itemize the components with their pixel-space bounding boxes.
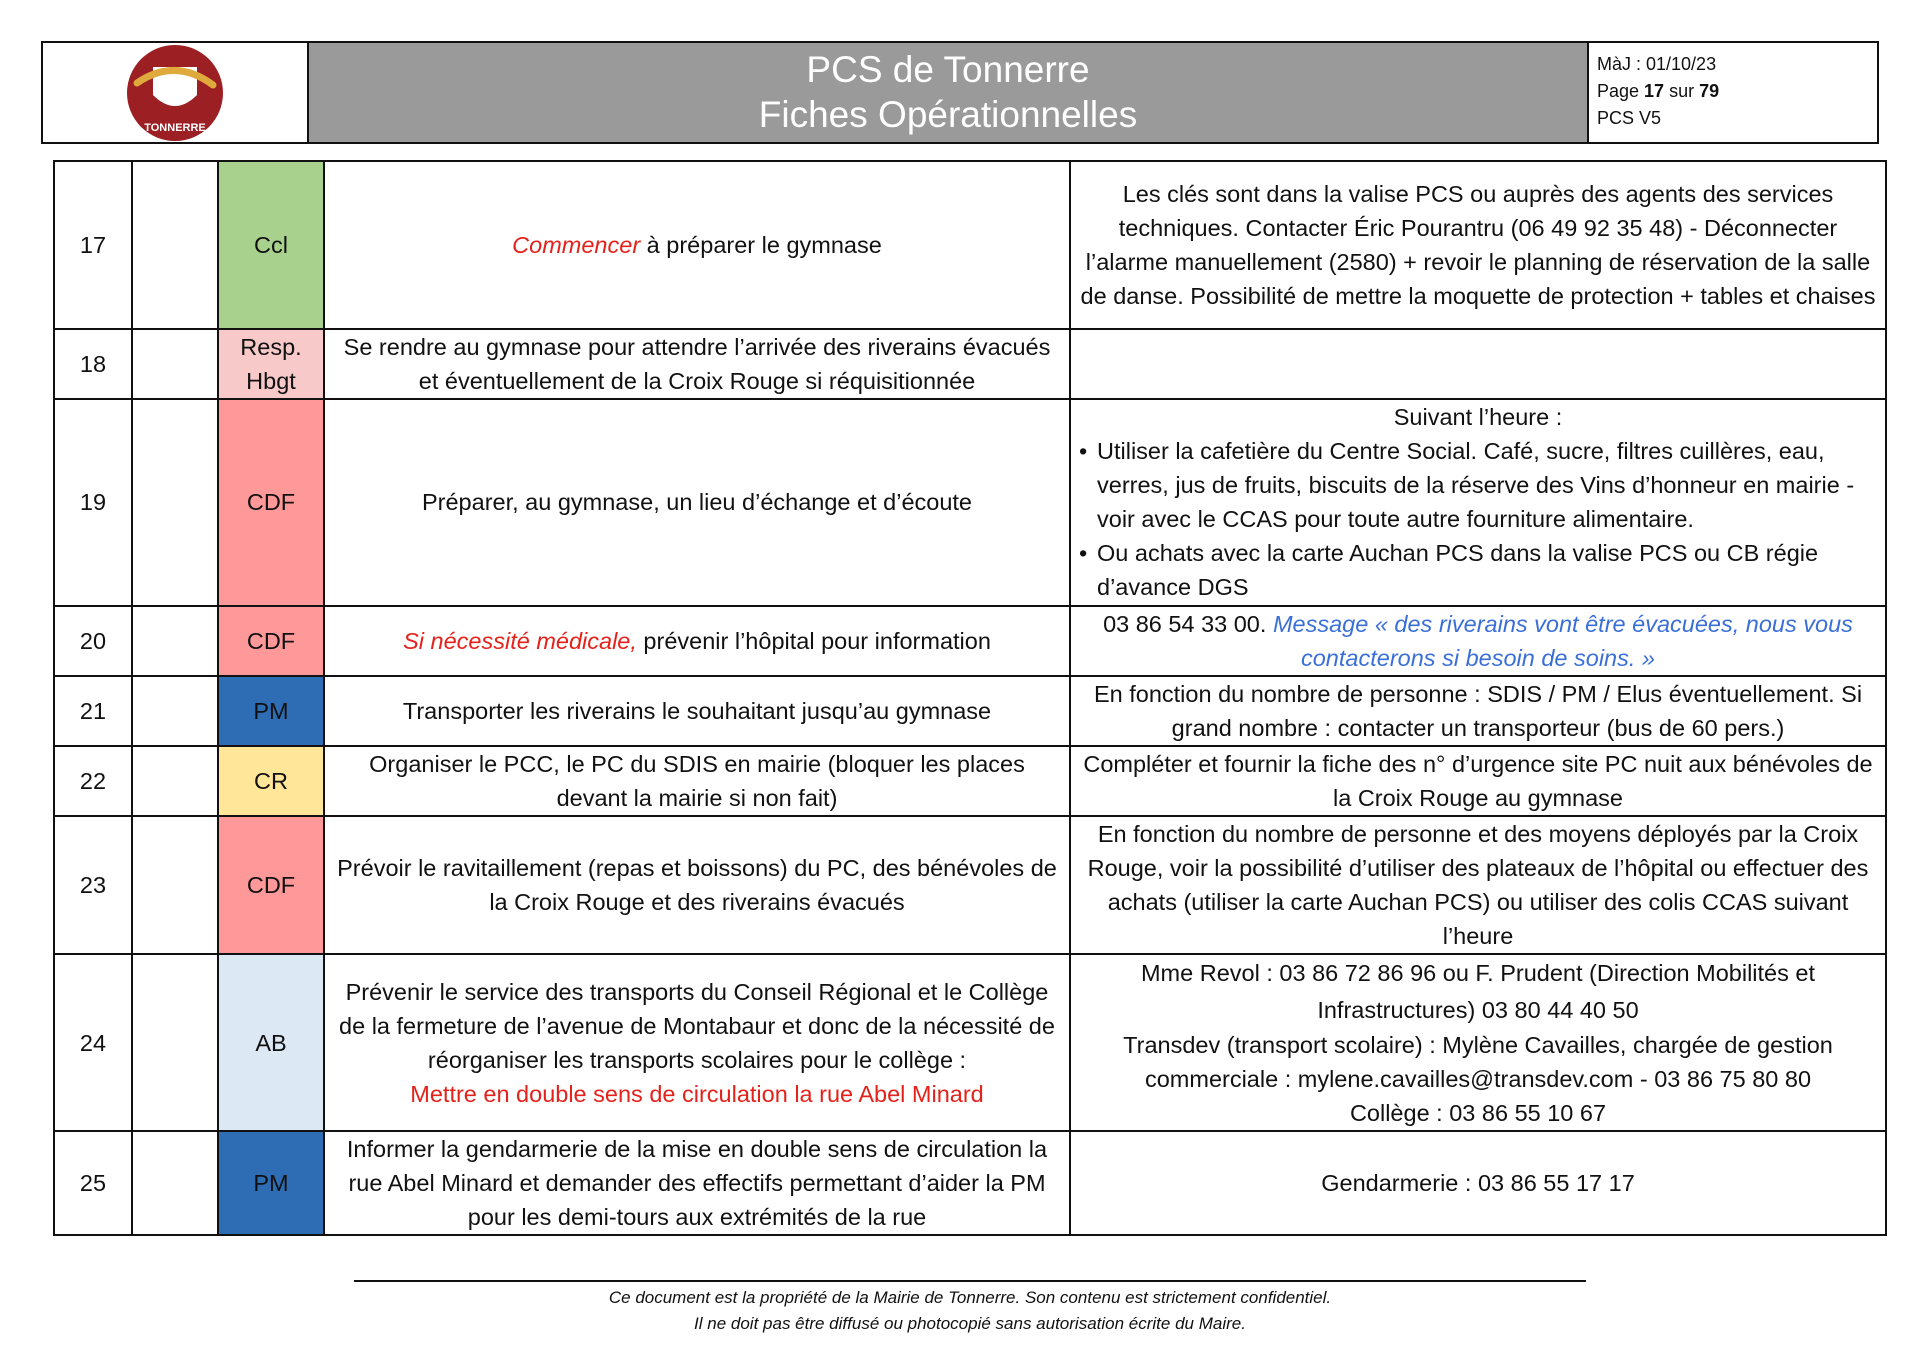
- table-row: [54, 816, 1886, 954]
- table-row: [54, 954, 1886, 1131]
- step-number: 22: [54, 746, 132, 816]
- action-cell: Préparer, au gymnase, un lieu d’échange et d’écoute: [324, 399, 1070, 605]
- list-item: • Ou achats avec la carte Auchan PCS dans la valise PCS ou CB régie d’avance DGS: [1079, 540, 1819, 601]
- details-cell: Les clés sont dans la valise PCS ou auprès des agents des services techniques. Contacter Éric Pourantru (06 49 92 35 48) - Déconnecter l’alarme manuellement (2580) + revoir le planning de réservation de la salle de danse. Possibilité de mettre la moquette de protection + tables et chaises: [1070, 161, 1886, 329]
- table-row: [54, 606, 1886, 676]
- contact-line: Transdev (transport scolaire) : Mylène Cavailles, chargée de gestion commerciale : mylene.cavailles@transdev.com - 03 86 75 80 80: [1123, 1031, 1833, 1093]
- details-cell: [1070, 399, 1886, 605]
- check-cell: [132, 676, 218, 746]
- step-number: 23: [54, 816, 132, 954]
- action-cell: Organiser le PCC, le PC du SDIS en mairie (bloquer les places devant la mairie si non fait): [324, 746, 1070, 816]
- action-cell: Transporter les riverains le souhaitant jusqu’au gymnase: [324, 676, 1070, 746]
- check-cell: [132, 399, 218, 605]
- logo-text: TONNERRE: [144, 121, 206, 134]
- role-cell: PM: [218, 1131, 324, 1235]
- footer-notice: [354, 1285, 1586, 1338]
- table-row: [54, 399, 1886, 605]
- check-cell: [132, 1131, 218, 1235]
- header-title: [309, 43, 1587, 142]
- check-cell: [132, 746, 218, 816]
- step-number: 24: [54, 954, 132, 1131]
- action-cell: Se rendre au gymnase pour attendre l’arrivée des riverains évacués et éventuellement de la Croix Rouge si réquisitionnée: [324, 329, 1070, 399]
- details-cell: Compléter et fournir la fiche des n° d’urgence site PC nuit aux bénévoles de la Croix Rouge au gymnase: [1070, 746, 1886, 816]
- table-row: [54, 746, 1886, 816]
- contact-line: Mme Revol : 03 86 72 86 96 ou F. Prudent (Direction Mobilités et Infrastructures) 03 80 44 40 50: [1140, 960, 1815, 1023]
- footer-divider: [354, 1280, 1586, 1282]
- details-cell: En fonction du nombre de personne et des moyens déployés par la Croix Rouge, voir la possibilité d’utiliser des plateaux de l’hôpital ou effectuer des achats (utiliser la carte Auchan PCS) ou utiliser des colis CCAS suivant l’heure: [1070, 816, 1886, 954]
- role-cell: CDF: [218, 816, 324, 954]
- table-row: [54, 676, 1886, 746]
- footer-line-2: Il ne doit pas être diffusé ou photocopié sans autorisation écrite du Maire.: [694, 1314, 1246, 1334]
- table-row: [54, 1131, 1886, 1235]
- action-cell: Prévoir le ravitaillement (repas et boissons) du PC, des bénévoles de la Croix Rouge et des riverains évacués: [324, 816, 1070, 954]
- role-cell: CDF: [218, 606, 324, 676]
- action-highlight: Mettre en double sens de circulation la rue Abel Minard: [410, 1080, 984, 1107]
- role-cell: Resp. Hbgt: [218, 329, 324, 399]
- action-cell: Informer la gendarmerie de la mise en double sens de circulation la rue Abel Minard et demander des effectifs permettant d’aider la PM pour les demi-tours aux extrémités de la rue: [324, 1131, 1070, 1235]
- logo-cell: [43, 43, 309, 142]
- page-number: Page 17 sur 79: [1597, 81, 1720, 101]
- action-cell: Commencer à préparer le gymnase: [324, 161, 1070, 329]
- details-cell: [1070, 329, 1886, 399]
- table-row: [54, 329, 1886, 399]
- title-line-2: Fiches Opérationnelles: [758, 93, 1138, 135]
- step-number: 19: [54, 399, 132, 605]
- role-cell: CR: [218, 746, 324, 816]
- details-cell: En fonction du nombre de personne : SDIS / PM / Elus éventuellement. Si grand nombre : contacter un transporteur (bus de 60 pers.): [1070, 676, 1886, 746]
- header-meta: [1587, 43, 1877, 142]
- details-intro: Suivant l’heure :: [1393, 404, 1563, 431]
- title-line-1: PCS de Tonnerre: [806, 49, 1090, 91]
- footer-line-1: Ce document est la propriété de la Mairie de Tonnerre. Son contenu est strictement confidentiel.: [608, 1288, 1332, 1307]
- check-cell: [132, 954, 218, 1131]
- table-row: [54, 161, 1886, 329]
- step-number: 25: [54, 1131, 132, 1235]
- step-number: 17: [54, 161, 132, 329]
- operations-table: [53, 160, 1887, 1236]
- details-cell: Gendarmerie : 03 86 55 17 17: [1070, 1131, 1886, 1235]
- step-number: 20: [54, 606, 132, 676]
- step-number: 18: [54, 329, 132, 399]
- check-cell: [132, 816, 218, 954]
- action-cell: Prévenir le service des transports du Conseil Régional et le Collège de la fermeture de l’avenue de Montabaur et donc de la nécessité de réorganiser les transports scolaires pour le collège : Mettre en double sens de circulation la rue Abel Minard: [324, 954, 1070, 1131]
- role-cell: Ccl: [218, 161, 324, 329]
- role-cell: CDF: [218, 399, 324, 605]
- check-cell: [132, 161, 218, 329]
- details-cell: [1070, 954, 1886, 1131]
- role-cell: AB: [218, 954, 324, 1131]
- tonnerre-logo: [123, 43, 227, 143]
- step-number: 21: [54, 676, 132, 746]
- check-cell: [132, 606, 218, 676]
- version: PCS V5: [1597, 108, 1662, 128]
- action-cell: Si nécessité médicale, prévenir l’hôpital pour information: [324, 606, 1070, 676]
- role-cell: PM: [218, 676, 324, 746]
- list-item: • Utiliser la cafetière du Centre Social. Café, sucre, filtres cuillères, eau, verres, jus de fruits, biscuits de la réserve des Vins d’honneur en mairie - voir avec le CCAS pour toute autre fourniture alimentaire.: [1079, 438, 1855, 533]
- document-header: [41, 41, 1879, 144]
- update-date: MàJ : 01/10/23: [1597, 54, 1717, 74]
- contact-line: Collège : 03 86 55 10 67: [1349, 1100, 1607, 1127]
- check-cell: [132, 329, 218, 399]
- details-cell: 03 86 54 33 00. Message « des riverains vont être évacuées, nous vous contacterons si besoin de soins. »: [1070, 606, 1886, 676]
